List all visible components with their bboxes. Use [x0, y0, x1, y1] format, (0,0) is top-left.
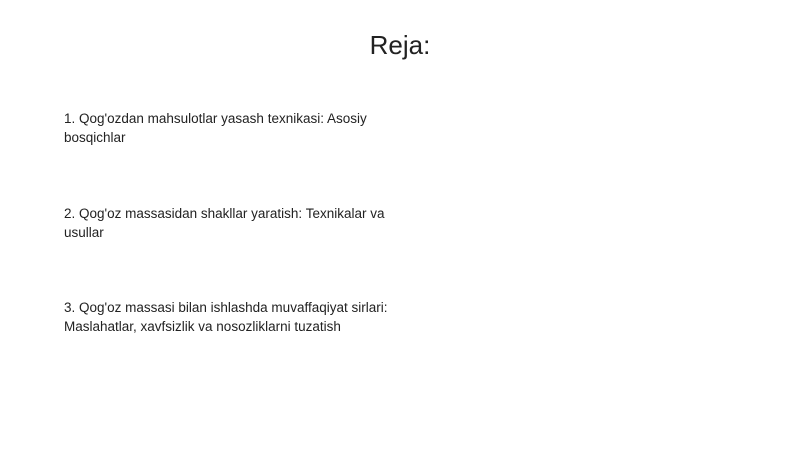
plan-item-3: 3. Qog'oz massasi bilan ishlashda muvaffaqiyat sirlari: Maslahatlar, xavfsizlik va nosozliklarni tuzatish — [64, 300, 388, 334]
plan-item-1: 1. Qog'ozdan mahsulotlar yasash texnikasi: Asosiy bosqichlar — [64, 111, 367, 145]
slide-title: Reja: — [369, 30, 431, 60]
plan-item-2: 2. Qog'oz massasidan shakllar yaratish: Texnikalar va usullar — [64, 206, 385, 240]
